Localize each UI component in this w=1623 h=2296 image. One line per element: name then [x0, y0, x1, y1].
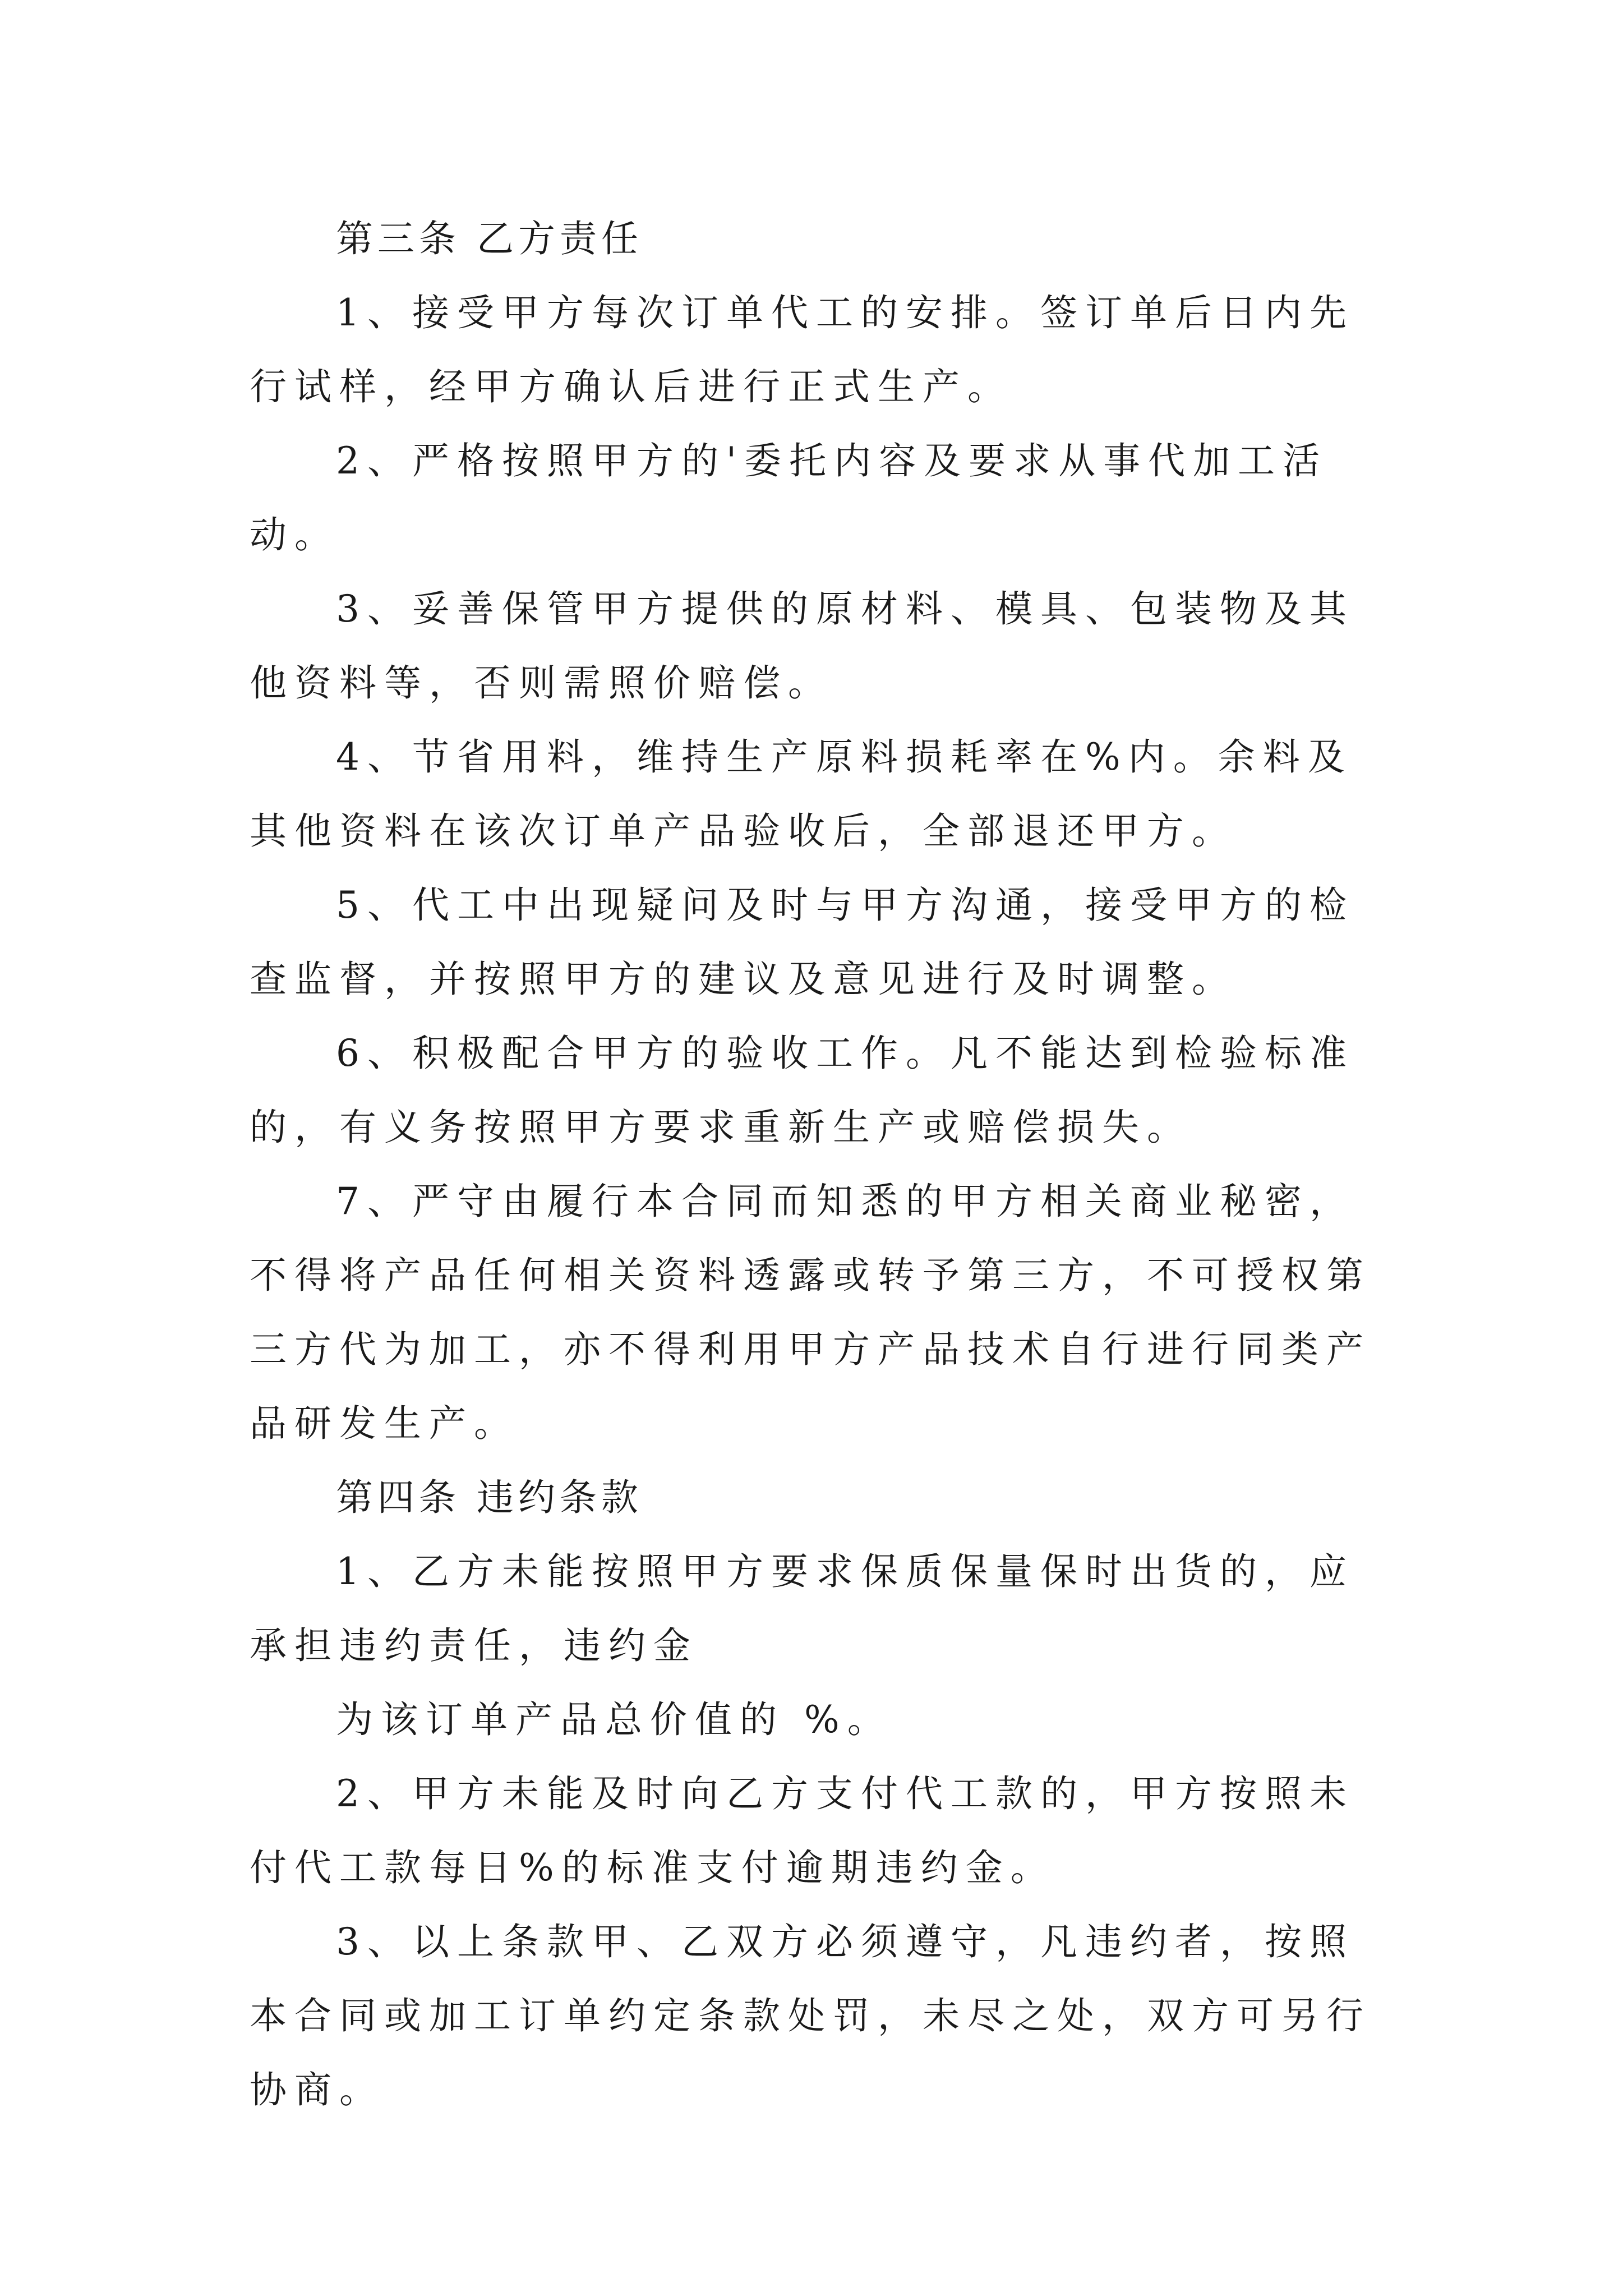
article-3-item-7: 7、严守由履行本合同而知悉的甲方相关商业秘密，不得将产品任何相关资料透露或转予第三方，不可授权第三方代为加工，亦不得利用甲方产品技术自行进行同类产品研发生产。 [250, 1180, 1371, 1445]
article-4-item-1: 1、乙方未能按照甲方要求保质保量保时出货的，应承担违约责任，违约金 [250, 1550, 1354, 1667]
article-3-item-2: 2、严格按照甲方的'委托内容及要求从事代加工活动。 [250, 439, 1328, 556]
article-4-heading: 第四条 违约条款 [336, 1476, 643, 1519]
article-3-item-3: 3、妥善保管甲方提供的原材料、模具、包装物及其他资料等，否则需照价赔偿。 [250, 587, 1354, 705]
article-3-item-4: 4、节省用料，维持生产原料损耗率在%内。余料及其他资料在该次订单产品验收后，全部退还甲方。 [250, 735, 1353, 853]
article-3-heading: 第三条 乙方责任 [336, 217, 643, 260]
article-3-item-6: 6、积极配合甲方的验收工作。凡不能达到检验标准的，有义务按照甲方要求重新生产或赔偿损失。 [250, 1032, 1354, 1149]
article-4-item-2: 2、甲方未能及时向乙方支付代工款的，甲方按照未付代工款每日%的标准支付逾期违约金。 [250, 1772, 1354, 1889]
article-4-item-3: 3、以上条款甲、乙双方必须遵守，凡违约者，按照本合同或加工订单约定条款处罚，未尽之处，双方可另行协商。 [250, 1920, 1371, 2111]
article-3-item-5: 5、代工中出现疑问及时与甲方沟通，接受甲方的检查监督，并按照甲方的建议及意见进行及时调整。 [250, 884, 1354, 1001]
document-body [250, 202, 1388, 2127]
article-3-item-1: 1、接受甲方每次订单代工的安排。签订单后日内先行试样，经甲方确认后进行正式生产。 [250, 291, 1354, 408]
article-4-item-1-continued: 为该订单产品总价值的 %。 [336, 1698, 892, 1741]
